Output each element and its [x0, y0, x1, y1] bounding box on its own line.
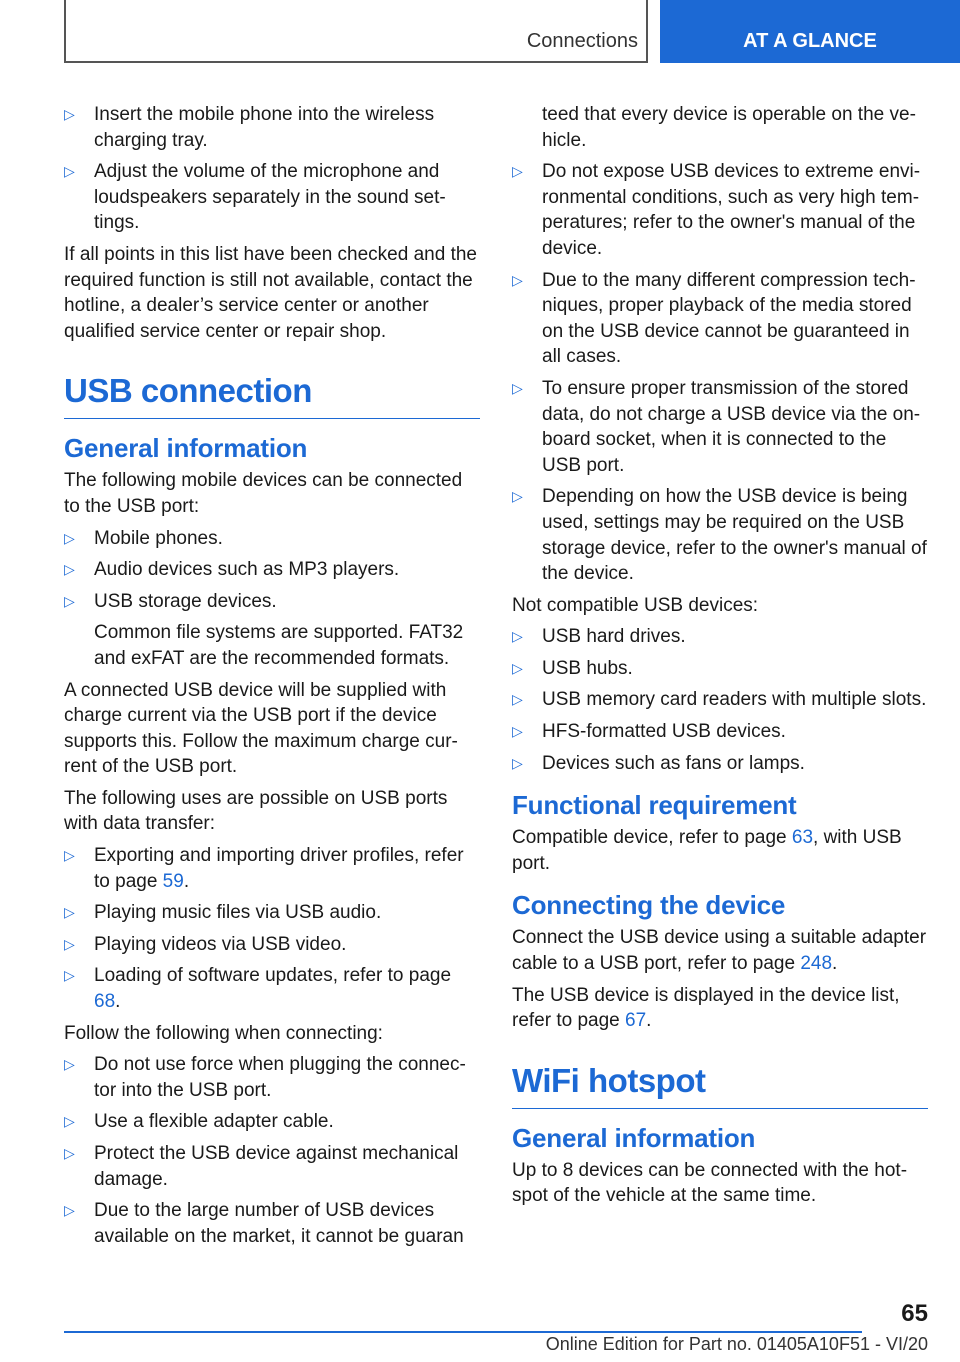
list-item: ▷ Protect the USB device against mechanical damage. [64, 1143, 459, 1190]
paragraph: Not compatible USB devices: [512, 594, 759, 616]
footer-edition-text: Online Edition for Part no. 01405A10F51 - VI/20 [545, 1334, 928, 1354]
triangle-bullet-icon: ▷ [64, 967, 75, 984]
paragraph: Up to 8 devices can be connected with the hotspot of the vehicle at the same time. [512, 1159, 908, 1207]
list-item-note: Common file systems are supported. FAT32 and exFAT are the recommended formats. [94, 622, 464, 669]
paragraph: Connect the USB device using a suitable adapter cable to a USB port, refer to page 248. [512, 927, 927, 975]
triangle-bullet-icon: ▷ [64, 847, 75, 864]
subheading-connecting-the-device: Connecting the device [512, 890, 786, 921]
list-item: ▷ Due to the large number of USB devices available on the market, it cannot be guaran [64, 1200, 464, 1247]
list-item: ▷ Devices such as fans or lamps. [512, 751, 928, 777]
page-link[interactable]: 59 [162, 870, 184, 892]
subheading-general-information: General information [512, 1122, 756, 1153]
header-section-title: Connections [526, 30, 638, 52]
triangle-bullet-icon: ▷ [64, 1056, 75, 1073]
list-item: ▷ USB storage devices. Common file systems are supported. FAT32 and exFAT are the recommended formats. [64, 589, 480, 672]
paragraph: The USB device is displayed in the device list, refer to page 67. [512, 984, 900, 1032]
triangle-bullet-icon: ▷ [512, 628, 523, 645]
header-chapter-tab: AT A GLANCE [660, 0, 960, 63]
triangle-bullet-icon: ▷ [64, 1145, 75, 1161]
paragraph: A connected USB device will be supplied with charge current via the USB port if the device supports this. Follow the maximum charge current of the USB port. [64, 679, 458, 778]
list-item: ▷ Mobile phones. [64, 526, 480, 552]
paragraph: Compatible device, refer to page 63, with USB port. [512, 827, 902, 874]
right-column [512, 102, 928, 1215]
paragraph: The following uses are possible on USB ports with data transfer: [64, 787, 448, 835]
triangle-bullet-icon: ▷ [512, 659, 523, 676]
list-item: ▷ Do not expose USB devices to extreme environmental conditions, such as very high temperatures; refer to the owner's manual of the device. [512, 161, 921, 259]
list-item: ▷ USB hubs. [512, 656, 928, 682]
section-heading-usb-connection: USB connection [64, 372, 480, 419]
page-link[interactable]: 67 [625, 1010, 647, 1032]
list-item: ▷ Use a flexible adapter cable. [64, 1109, 480, 1135]
bullet-list [512, 624, 928, 776]
page-link[interactable]: 248 [800, 953, 833, 975]
triangle-bullet-icon: ▷ [64, 529, 75, 546]
paragraph: If all points in this list have been checked and the required function is still not available, contact the hotline, a dealer’s service center or another qualified service center or repair shop. [64, 243, 477, 342]
triangle-bullet-icon: ▷ [512, 723, 523, 740]
bullet-list [512, 159, 928, 587]
list-item: ▷ Audio devices such as MP3 players. [64, 557, 480, 583]
list-item: ▷ HFS-formatted USB devices. [512, 719, 928, 745]
bullet-list [64, 526, 480, 672]
triangle-bullet-icon: ▷ [64, 935, 75, 952]
triangle-bullet-icon: ▷ [512, 754, 523, 771]
continued-list-text: teed that every device is operable on the vehicle. [542, 104, 916, 151]
bullet-list [64, 843, 480, 1015]
list-item: ▷ Adjust the volume of the microphone and loudspeakers separately in the sound settings. [64, 161, 446, 234]
list-item: ▷ Do not use force when plugging the connector into the USB port. [64, 1054, 466, 1101]
page-link[interactable]: 63 [791, 827, 814, 849]
triangle-bullet-icon: ▷ [64, 561, 75, 578]
bullet-list [64, 1052, 480, 1249]
triangle-bullet-icon: ▷ [64, 106, 75, 122]
subheading-general-information: General information [64, 433, 308, 464]
triangle-bullet-icon: ▷ [512, 163, 523, 180]
section-heading-wifi-hotspot: WiFi hotspot [512, 1062, 928, 1109]
left-column [64, 102, 480, 1255]
triangle-bullet-icon: ▷ [512, 691, 523, 708]
triangle-bullet-icon: ▷ [512, 271, 523, 288]
list-item: ▷ Loading of software updates, refer to page 68. [64, 965, 452, 1013]
triangle-bullet-icon: ▷ [64, 592, 75, 609]
list-item: ▷ Insert the mobile phone into the wireless charging tray. [64, 104, 435, 151]
triangle-bullet-icon: ▷ [64, 163, 75, 180]
footer-divider [64, 1331, 862, 1333]
list-item: ▷ Exporting and importing driver profiles, refer to page 59. [64, 845, 464, 892]
triangle-bullet-icon: ▷ [64, 1202, 75, 1219]
list-item: ▷ To ensure proper transmission of the stored data, do not charge a USB device via the on-board socket, when it is connected to the USB port. [512, 377, 921, 476]
paragraph: Follow the following when connecting: [64, 1022, 383, 1044]
subheading-functional-requirement: Functional requirement [512, 790, 797, 821]
list-item: ▷ USB memory card readers with multiple slots. [512, 687, 928, 713]
list-item: ▷ Playing videos via USB video. [64, 932, 480, 958]
page-number: 65 [901, 1300, 928, 1327]
page-link[interactable]: 68 [94, 991, 116, 1013]
triangle-bullet-icon: ▷ [64, 1113, 75, 1130]
triangle-bullet-icon: ▷ [64, 904, 75, 921]
paragraph: The following mobile devices can be connected to the USB port: [64, 470, 463, 517]
triangle-bullet-icon: ▷ [512, 379, 523, 396]
triangle-bullet-icon: ▷ [512, 488, 523, 505]
list-item: ▷ Playing music files via USB audio. [64, 900, 480, 926]
list-item: ▷ Depending on how the USB device is being used, settings may be required on the USB storage device, refer to the owner's manual of the device. [512, 486, 927, 585]
bullet-list [64, 102, 480, 236]
list-item: ▷ Due to the many different compression techniques, proper playback of the media stored on the USB device cannot be guaranteed in all cases. [512, 269, 916, 368]
list-item: ▷ USB hard drives. [512, 624, 928, 650]
